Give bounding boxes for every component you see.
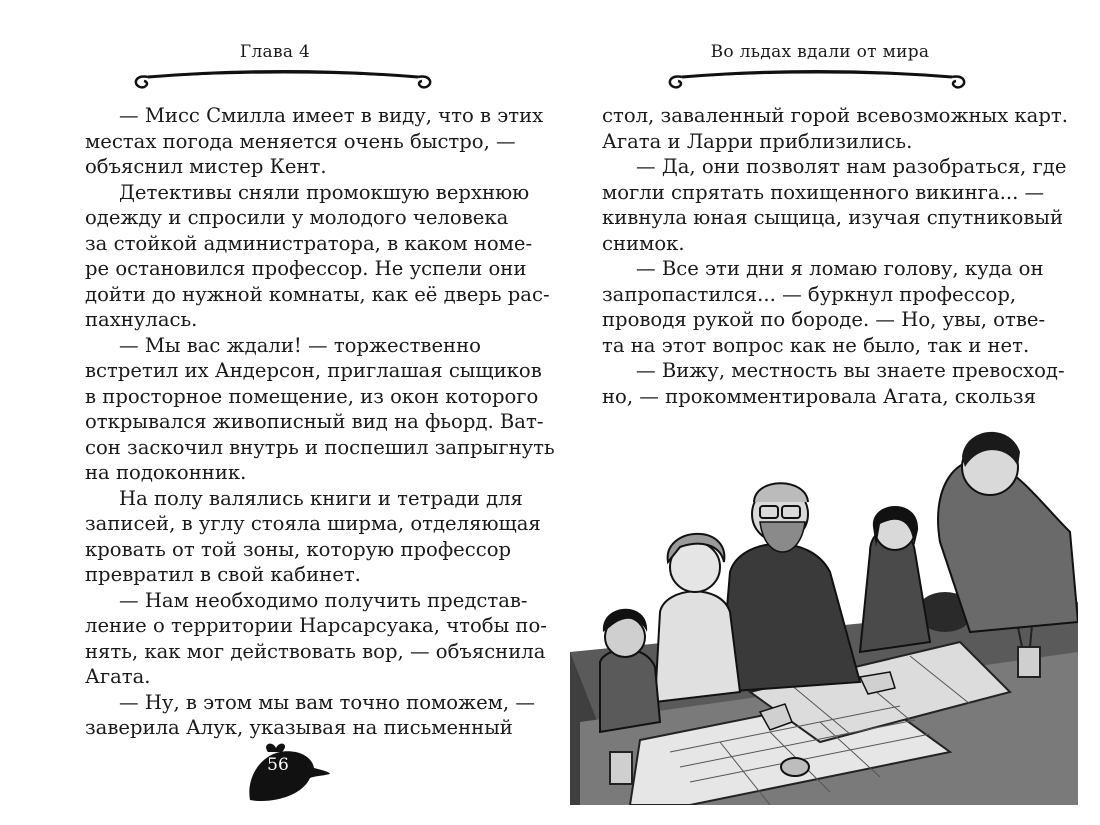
text-line: кивнула юная сыщица, изучая спутниковый — [602, 206, 1063, 229]
text-line: объяснил мистер Кент. — [85, 155, 327, 178]
text-line: — Ну, в этом мы вам точно поможем, — — [119, 690, 535, 714]
right-page — [550, 0, 1100, 825]
page-number: 56 — [267, 755, 289, 775]
chapter-running-head: Глава 4 — [239, 42, 311, 62]
text-line: встретил их Андерсон, приглашая сыщиков — [85, 359, 542, 382]
text-line: На полу валялись книги и тетради для — [119, 486, 523, 510]
text-line: местах погода меняется очень быстро, — — [85, 129, 516, 153]
title-running-head: Во льдах вдали от мира — [710, 42, 930, 62]
text-line: одежду и спросили у молодого человека — [85, 206, 509, 229]
text-line: ление о территории Нарсарсуака, чтобы по- — [85, 614, 547, 637]
text-line: ре остановился профессор. Не успели они — [85, 257, 527, 280]
text-line: кровать от той зоны, которую профессор — [85, 537, 512, 561]
detectives-map-illustration — [570, 422, 1078, 805]
left-body-text — [85, 103, 555, 741]
text-line: превратил в свой кабинет. — [85, 563, 361, 586]
text-line: заверила Алук, указывая на письменный — [85, 716, 513, 739]
text-line: нять, как мог действовать вор, — объяснила — [85, 639, 546, 663]
text-line: но, — прокомментировала Агата, скользя — [602, 384, 1036, 408]
text-line: проводя рукой по бороде. — Но, увы, отве- — [602, 308, 1046, 331]
text-line: сон заскочил внутрь и поспешил запрыгнуть — [85, 435, 555, 459]
right-body-text — [602, 103, 1068, 409]
text-line: — Мисс Смилла имеет в виду, что в этих — [119, 104, 544, 127]
text-line: — Мы вас ждали! — торжественно — [119, 333, 481, 357]
text-line: — Нам необходимо получить представ- — [119, 588, 528, 612]
text-line: стол, заваленный горой всевозможных карт. — [602, 104, 1068, 127]
text-line: за стойкой администратора, в каком номе- — [85, 231, 533, 255]
text-line: в просторное помещение, из окон которого — [85, 384, 539, 408]
text-line: снимок. — [602, 231, 685, 255]
text-line: Агата и Ларри приблизились. — [602, 129, 913, 153]
text-line: та на этот вопрос как не было, так и нет. — [602, 333, 1030, 357]
text-line: Детективы сняли промокшую верхнюю — [119, 180, 530, 204]
text-line: открывался живописный вид на фьорд. Ват- — [85, 410, 544, 433]
text-line: записей, в углу стояла ширма, отделяющая — [85, 512, 541, 535]
text-line: Агата. — [85, 665, 151, 688]
ornament-flourish-icon — [128, 62, 438, 92]
text-line: — Все эти дни я ломаю голову, куда он — [636, 257, 1044, 280]
text-line: дойти до нужной комнаты, как её дверь рас- — [85, 282, 550, 306]
text-line: — Вижу, местность вы знаете превосход- — [636, 359, 1065, 382]
text-line: пахнулась. — [85, 308, 198, 331]
text-line: — Да, они позволят нам разобраться, где — [636, 155, 1067, 178]
ornament-flourish-icon — [662, 62, 972, 92]
text-line: на подоконник. — [85, 461, 247, 484]
text-line: запропастился... — буркнул профессор, — [602, 282, 1017, 306]
text-line: могли спрятать похищенного викинга... — — [602, 180, 1045, 204]
